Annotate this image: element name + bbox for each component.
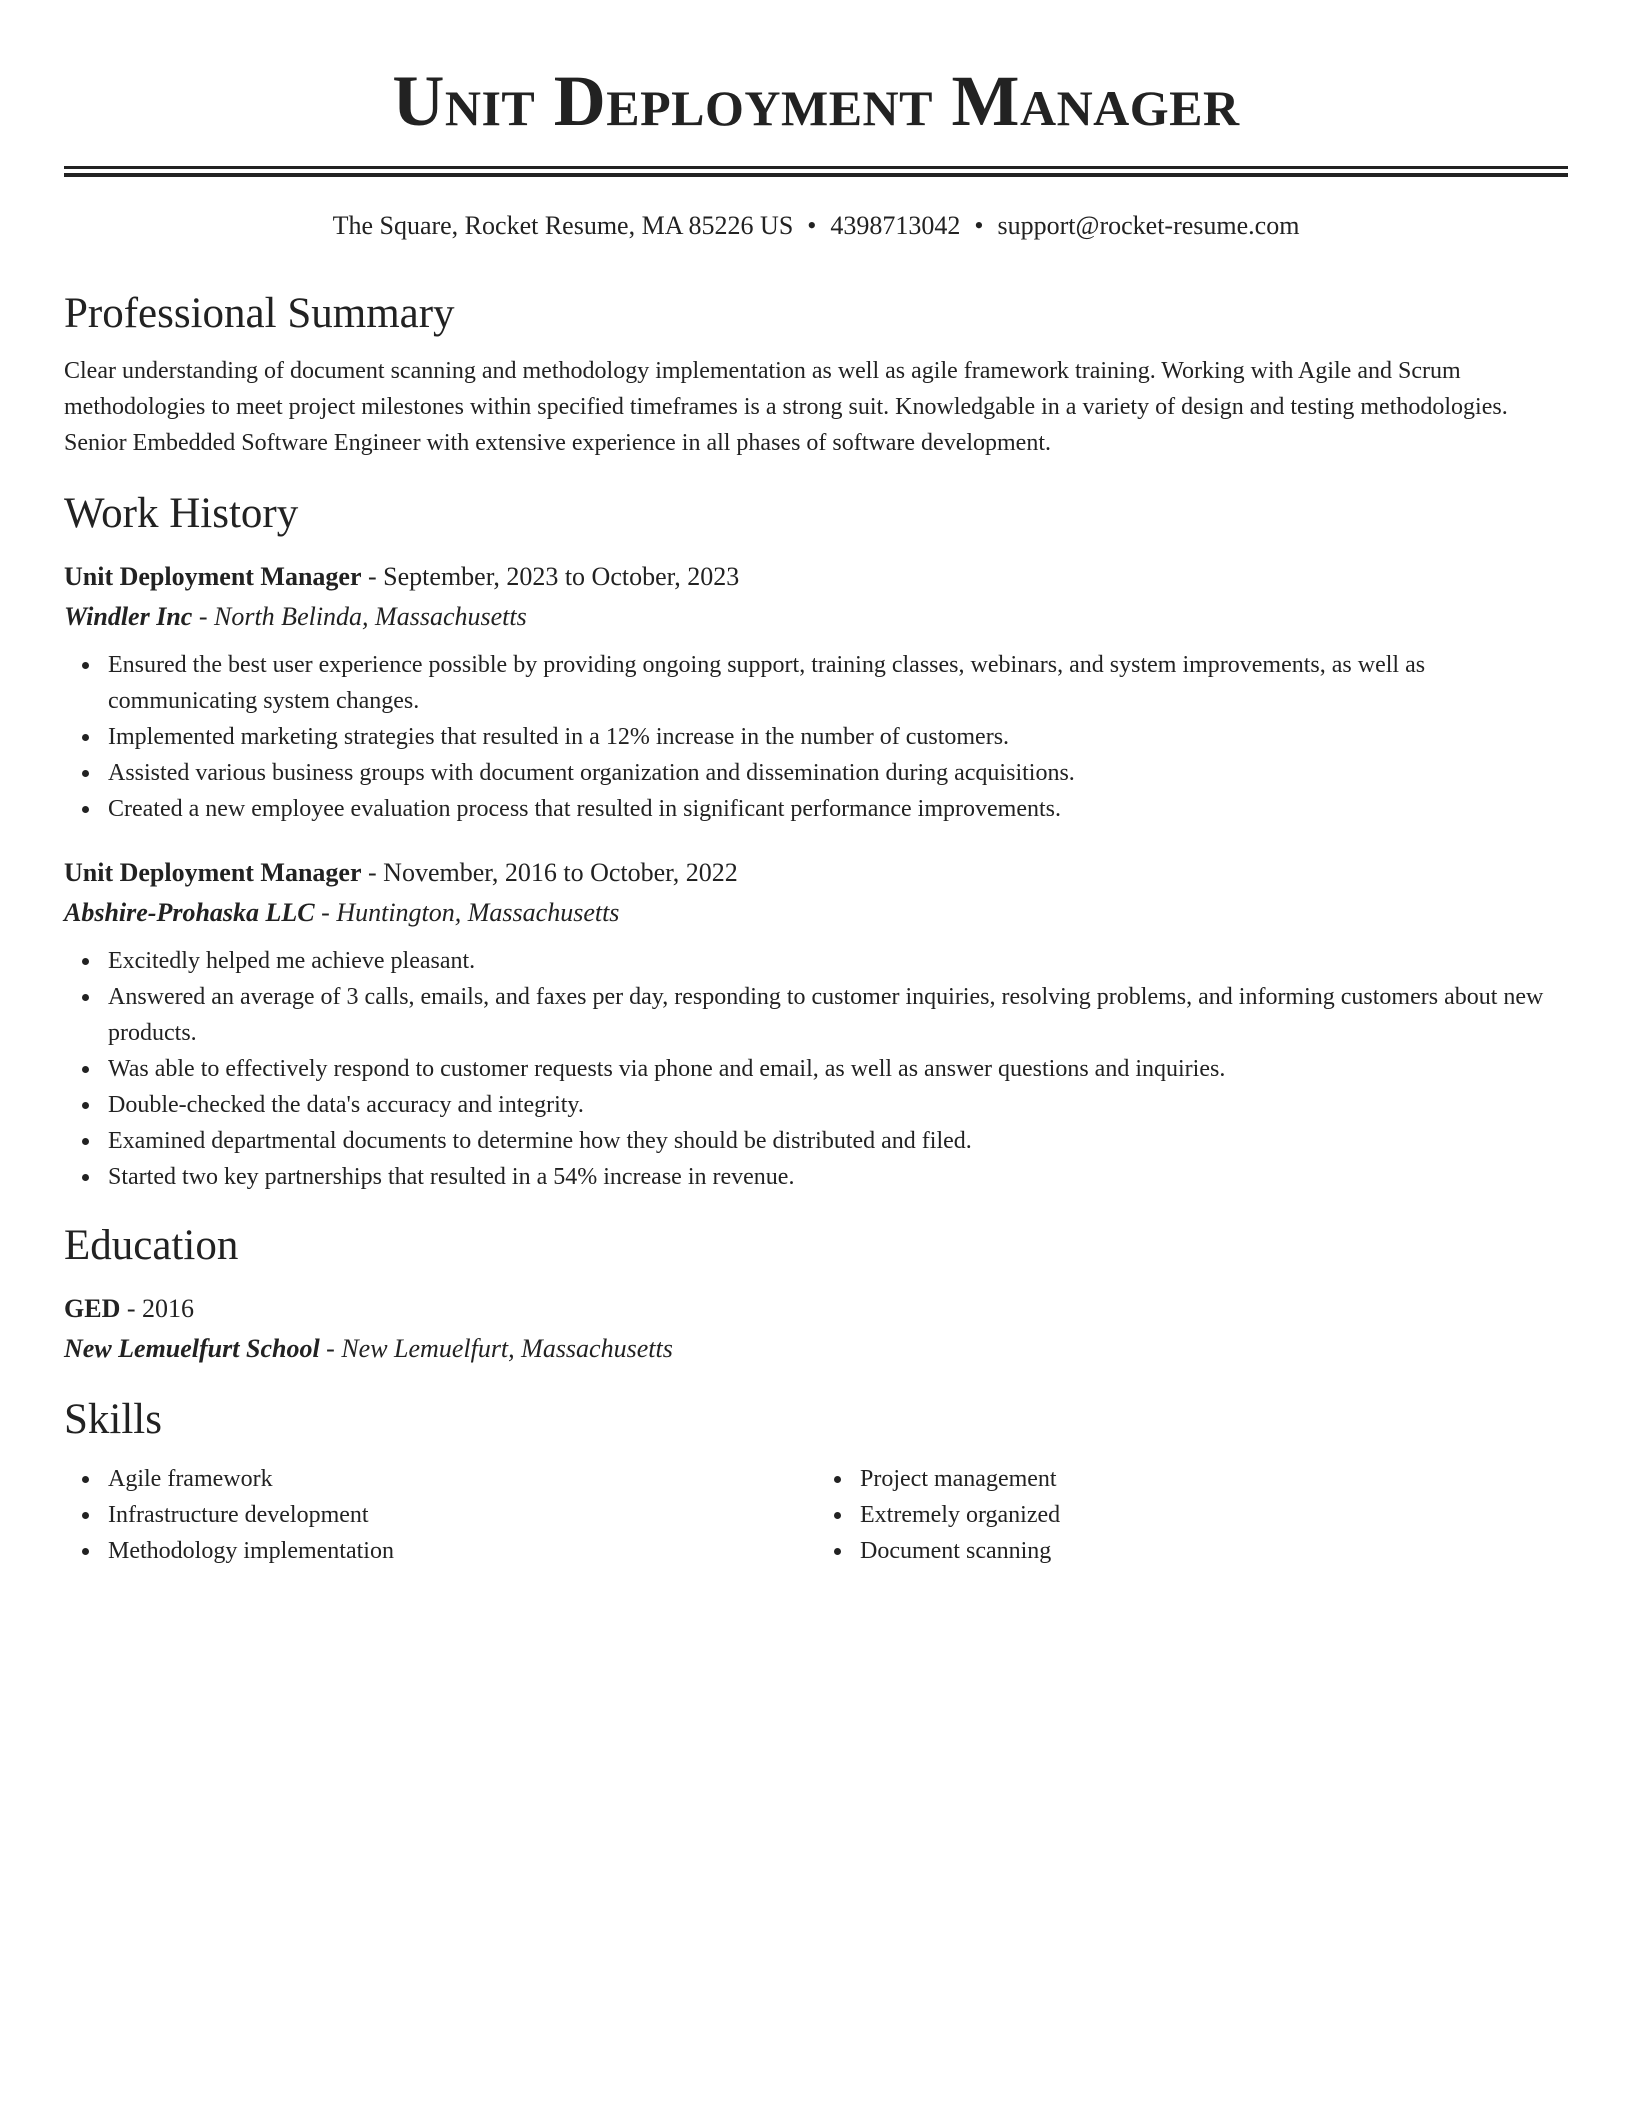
job-entry <box>64 853 1568 1195</box>
education-school: New Lemuelfurt School <box>64 1334 320 1363</box>
education-degree: GED <box>64 1294 121 1323</box>
education-entry <box>64 1289 1568 1369</box>
job-bullet: Ensured the best user experience possible by providing ongoing support, training classes, webinars, and system improvements, as well as communicating system changes. <box>108 647 1568 719</box>
job-title-line <box>64 853 1568 893</box>
education-heading: Education <box>64 1222 239 1269</box>
contact-separator: • <box>807 211 817 240</box>
header-divider <box>64 166 1568 177</box>
job-bullet: Created a new employee evaluation process that resulted in significant performance improvements. <box>108 791 1568 827</box>
skill-item: Project management <box>860 1461 1568 1497</box>
job-bullets <box>64 647 1568 827</box>
job-role: Unit Deployment Manager <box>64 858 362 887</box>
job-bullets <box>64 943 1568 1195</box>
job-bullet: Implemented marketing strategies that resulted in a 12% increase in the number of customers. <box>108 719 1568 755</box>
job-company: Windler Inc <box>64 602 193 631</box>
job-bullet: Excitedly helped me achieve pleasant. <box>108 943 1568 979</box>
skills-column-left <box>64 1461 816 1569</box>
education-degree-line <box>64 1289 1568 1329</box>
job-dates: - November, 2016 to October, 2022 <box>361 858 738 887</box>
job-location: - North Belinda, Massachusetts <box>192 602 527 631</box>
job-title-line <box>64 557 1568 597</box>
contact-phone: 4398713042 <box>830 211 961 240</box>
skills-column-right <box>816 1461 1568 1569</box>
skill-item: Document scanning <box>860 1533 1568 1569</box>
contact-separator: • <box>974 211 984 240</box>
summary-text: Clear understanding of document scanning and methodology implementation as well as agile framework training. Working with Agile and Scrum methodologies to meet project milestones within specified timeframes is a strong suit. Knowledgable in a variety of design and testing methodologies. Senior Embedded Software Engineer with extensive experience in all phases of software development. <box>64 358 1508 456</box>
candidate-name: Unit Deployment Manager <box>392 61 1240 141</box>
job-bullet: Assisted various business groups with document organization and dissemination during acquisitions. <box>108 755 1568 791</box>
contact-address: The Square, Rocket Resume, MA 85226 US <box>332 211 794 240</box>
work-history-heading: Work History <box>64 490 299 537</box>
job-location: - Huntington, Massachusetts <box>314 898 620 927</box>
job-company-line <box>64 597 1568 637</box>
contact-email: support@rocket-resume.com <box>997 211 1300 240</box>
skill-item: Methodology implementation <box>108 1533 816 1569</box>
skill-item: Extremely organized <box>860 1497 1568 1533</box>
job-entry <box>64 557 1568 827</box>
job-role: Unit Deployment Manager <box>64 562 362 591</box>
contact-line <box>64 209 1568 243</box>
education-location: - New Lemuelfurt, Massachusetts <box>319 1334 673 1363</box>
job-dates: - September, 2023 to October, 2023 <box>361 562 740 591</box>
job-bullet: Double-checked the data's accuracy and integrity. <box>108 1087 1568 1123</box>
job-bullet: Answered an average of 3 calls, emails, and faxes per day, responding to customer inquiries, resolving problems, and informing customers about new products. <box>108 979 1568 1051</box>
education-year: - 2016 <box>120 1294 195 1323</box>
job-bullet: Was able to effectively respond to customer requests via phone and email, as well as answer questions and inquiries. <box>108 1051 1568 1087</box>
summary-heading: Professional Summary <box>64 290 455 337</box>
job-company-line <box>64 893 1568 933</box>
skill-item: Agile framework <box>108 1461 816 1497</box>
education-school-line <box>64 1329 1568 1369</box>
job-bullet: Started two key partnerships that resulted in a 54% increase in revenue. <box>108 1159 1568 1195</box>
skills-grid <box>64 1461 1568 1569</box>
skills-heading: Skills <box>64 1396 162 1443</box>
job-bullet: Examined departmental documents to determine how they should be distributed and filed. <box>108 1123 1568 1159</box>
skill-item: Infrastructure development <box>108 1497 816 1533</box>
job-company: Abshire-Prohaska LLC <box>64 898 315 927</box>
